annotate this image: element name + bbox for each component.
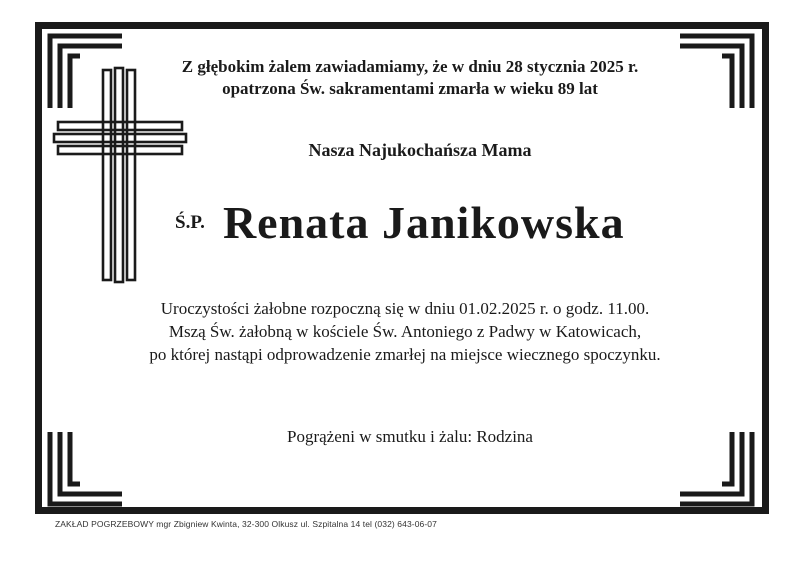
ceremony-details: [105, 297, 705, 366]
intro-line-1: Z głębokim żalem zawiadamiamy, że w dniu 28 stycznia 2025 r.: [181, 57, 639, 76]
ceremony-line-1: Uroczystości żałobne rozpoczną się w dniu 01.02.2025 r. o godz. 11.00.: [160, 299, 650, 318]
deceased-name: Renata Janikowska: [222, 197, 625, 248]
mourners-line: Pogrążeni w smutku i żalu: Rodzina: [287, 427, 533, 446]
name-prefix: Ś.P.: [175, 211, 205, 233]
subtitle: Nasza Najukochańsza Mama: [308, 140, 532, 160]
intro-line-2: opatrzona Św. sakramentami zmarła w wieku 89 lat: [222, 79, 598, 98]
deceased-name-line: [175, 196, 735, 249]
ceremony-line-3: po której nastąpi odprowadzenie zmarłej na miejsce wiecznego spoczynku.: [149, 345, 661, 364]
funeral-home-footer: ZAKŁAD POGRZEBOWY mgr Zbigniew Kwinta, 32-300 Olkusz ul. Szpitalna 14 tel (032) 643-06-07: [55, 519, 437, 529]
ceremony-line-2: Mszą Św. żałobną w kościele Św. Antoniego z Padwy w Katowicach,: [168, 322, 642, 341]
